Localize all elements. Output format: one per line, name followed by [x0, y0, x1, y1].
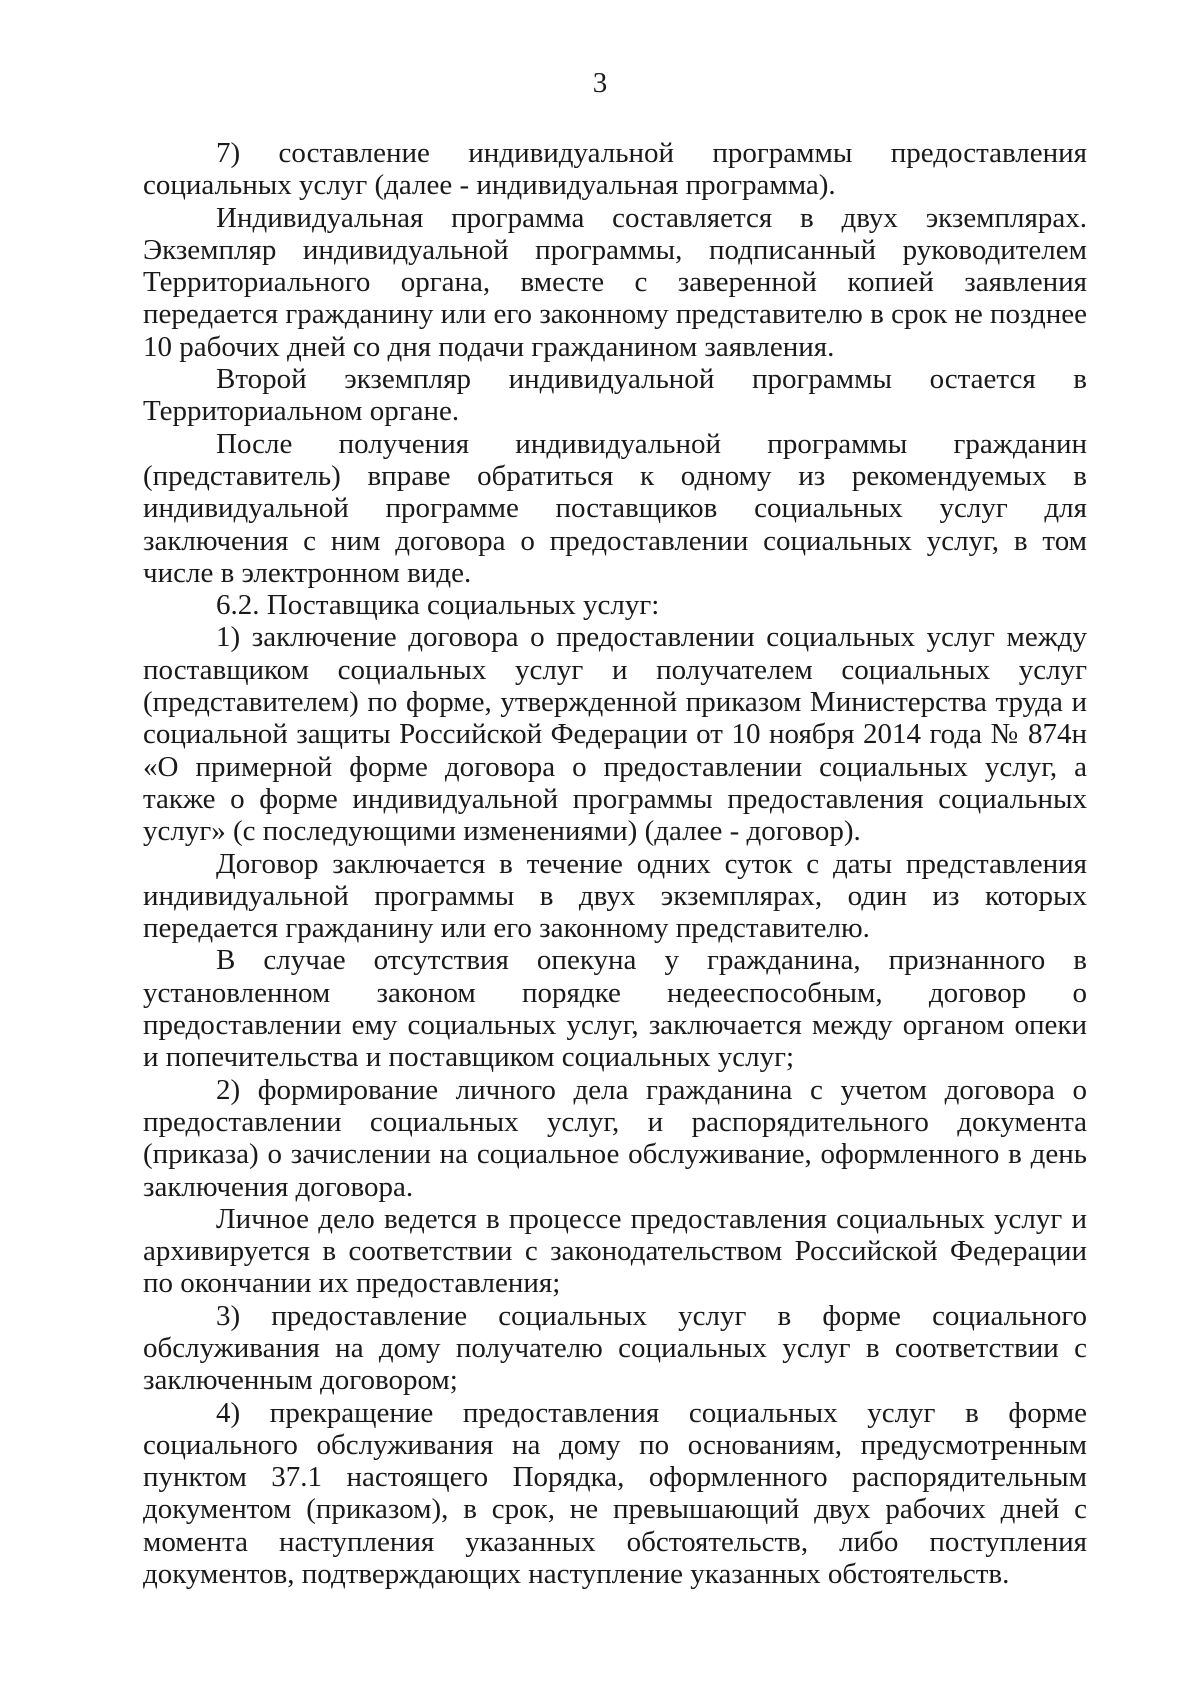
paragraph-second-copy: Второй экземпляр индивидуальной программы остается в Территориальном органе.	[143, 363, 1087, 428]
page-number: 3	[592, 67, 608, 99]
paragraph-program-copies: Индивидуальная программа составляется в двух экземплярах. Экземпляр индивидуальной программы, подписанный руководителем Территориального органа, вместе с заверенной копией заявления передается гражданину или его законному представителю в срок не позднее 10 рабочих дней со дня подачи гражданином заявления.	[143, 201, 1087, 363]
paragraph-guardian-absence: В случае отсутствия опекуна у гражданина, признанного в установленном законом порядке недееспособным, договор о предоставлении ему социальных услуг, заключается между органом опеки и попечительства и поставщиком социальных услуг;	[143, 944, 1087, 1074]
paragraph-item-3-provision: 3) предоставление социальных услуг в форме социального обслуживания на дому получателю социальных услуг в соответствии с заключенным договором;	[143, 1299, 1087, 1397]
paragraph-item-2-personal-file: 2) формирование личного дела гражданина с учетом договора о предоставлении социальных услуг, и распорядительного документа (приказа) о зачислении на социальное обслуживание, оформленного в день заключения договора.	[143, 1073, 1087, 1203]
section-heading-6-2: 6.2. Поставщика социальных услуг:	[216, 589, 660, 622]
paragraph-item-4-termination: 4) прекращение предоставления социальных услуг в форме социального обслуживания на дому по основаниям, предусмотренным пунктом 37.1 настоящего Порядка, оформленного распорядительным документом (приказом), в срок, не превышающий двух рабочих дней с момента наступления указанных обстоятельств, либо поступления документов, подтверждающих наступление указанных обстоятельств.	[143, 1396, 1087, 1591]
document-body	[143, 137, 1087, 1590]
paragraph-after-receiving: После получения индивидуальной программы гражданин (представитель) вправе обратиться к одному из рекомендуемых в индивидуальной программе поставщиков социальных услуг для заключения с ним договора о предоставлении социальных услуг, в том числе в электронном виде.	[143, 427, 1087, 589]
paragraph-item-1-contract: 1) заключение договора о предоставлении социальных услуг между поставщиком социальных услуг и получателем социальных услуг (представителем) по форме, утвержденной приказом Министерства труда и социальной защиты Российской Федерации от 10 ноября 2014 года № 874н «О примерной форме договора о предоставлении социальных услуг, а также о форме индивидуальной программы предоставления социальных услуг» (с последующими изменениями) (далее - договор).	[143, 621, 1087, 848]
paragraph-personal-file-archive: Личное дело ведется в процессе предоставления социальных услуг и архивируется в соответствии с законодательством Российской Федерации по окончании их предоставления;	[143, 1202, 1087, 1300]
paragraph-contract-term: Договор заключается в течение одних суток с даты представления индивидуальной программы в двух экземплярах, один из которых передается гражданину или его законному представителю.	[143, 847, 1087, 945]
paragraph-item-7: 7) составление индивидуальной программы предоставления социальных услуг (далее - индивидуальная программа).	[143, 137, 1087, 202]
